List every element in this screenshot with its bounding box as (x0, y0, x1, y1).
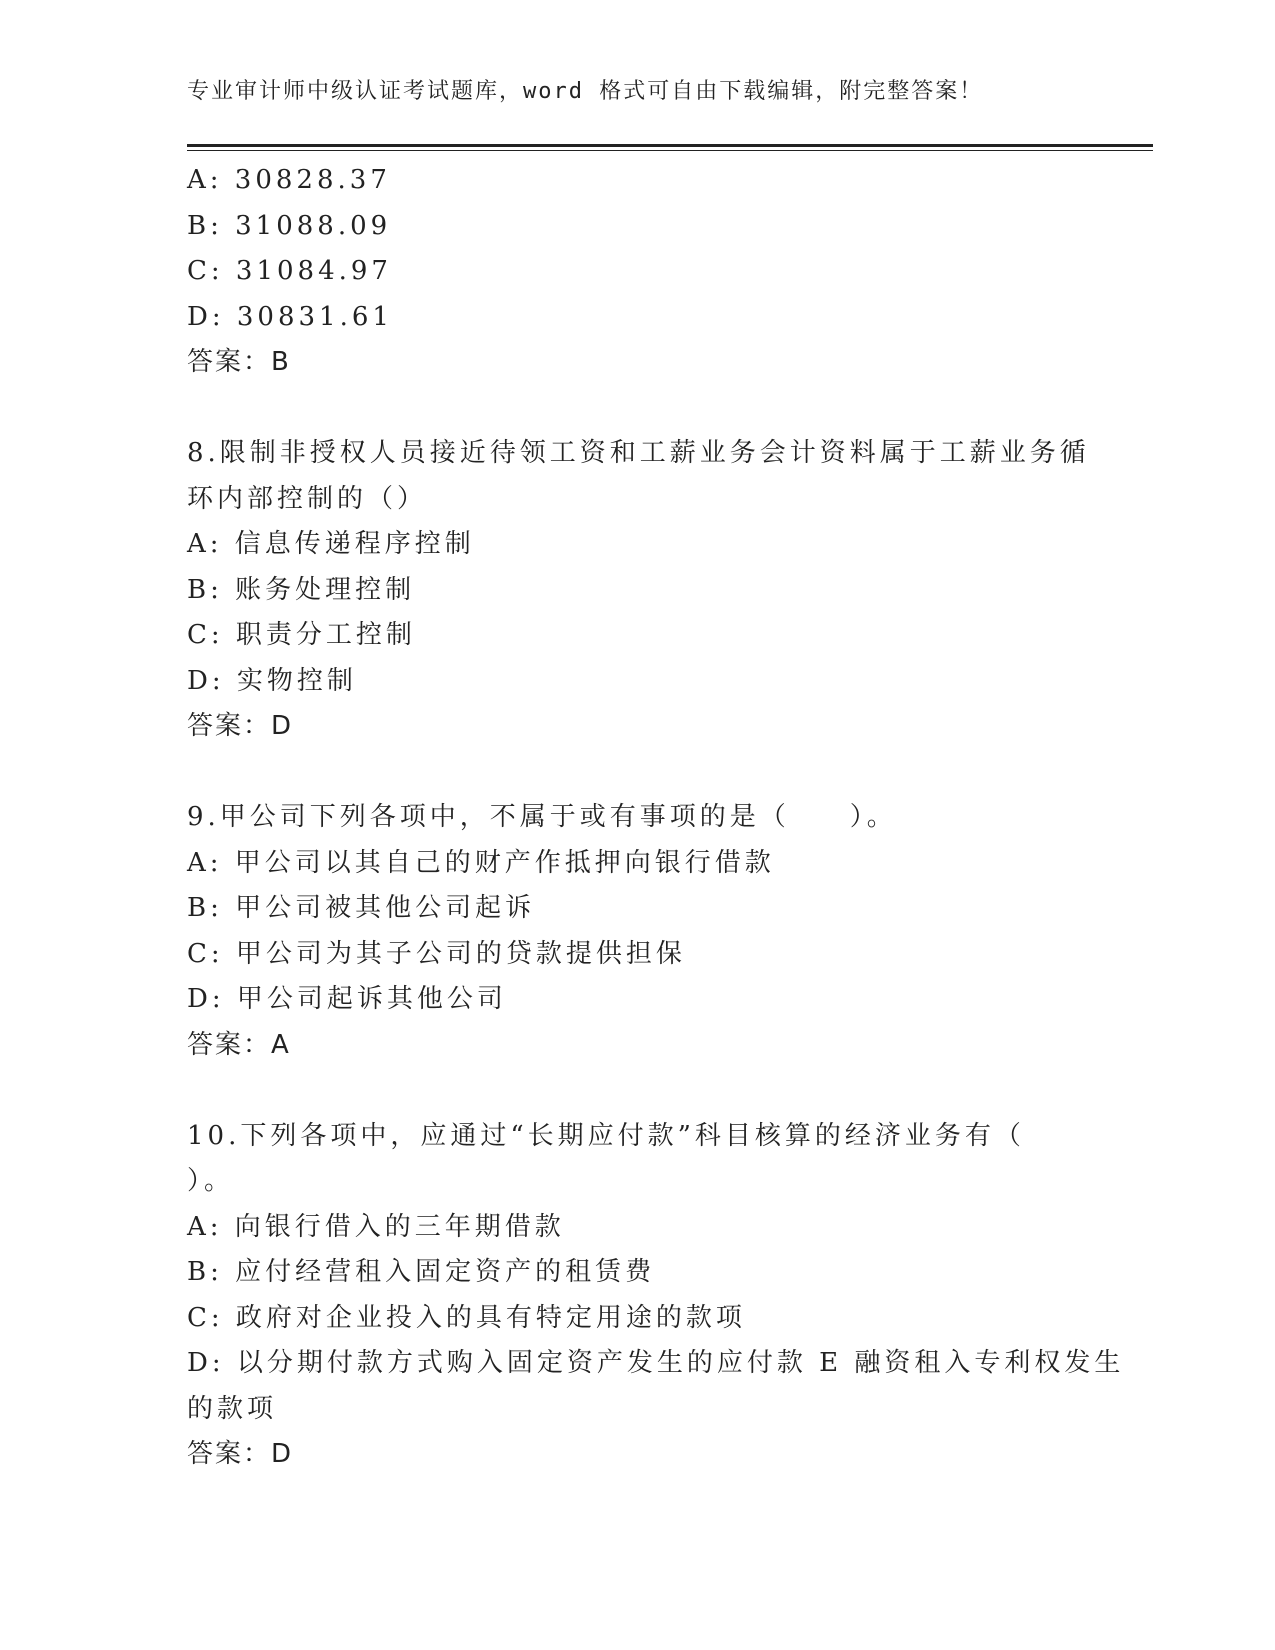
header-rule-thick (187, 144, 1153, 147)
q9-option-d: D: 甲公司起诉其他公司 (187, 984, 507, 1014)
spacer (187, 1068, 1087, 1114)
q8-answer: 答案：D (187, 711, 294, 741)
q8-option-a: A: 信息传递程序控制 (187, 529, 475, 559)
q7-option-c: C: 31084.97 (187, 256, 392, 286)
spacer (187, 750, 1087, 796)
q8-option-c: C: 职责分工控制 (187, 620, 416, 650)
q10-stem-line-1: 10.下列各项中，应通过“长期应付款”科目核算的经济业务有（ (187, 1120, 1025, 1151)
q8-stem-line-2: 环内部控制的（） (187, 483, 428, 514)
q7-option-d: D: 30831.61 (187, 301, 393, 332)
q10-option-c: C: 政府对企业投入的具有特定用途的款项 (187, 1302, 746, 1333)
q10-stem-line-2: ）。 (187, 1166, 235, 1196)
q10-option-a: A: 向银行借入的三年期借款 (187, 1211, 565, 1242)
q8-option-d: D: 实物控制 (187, 665, 357, 696)
q10-option-d-continued: 的款项 (187, 1393, 278, 1424)
header-rule-thin (187, 150, 1153, 151)
q10-option-b: B: 应付经营租入固定资产的租赁费 (187, 1257, 656, 1287)
q8-stem-line-1: 8.限制非授权人员接近待领工资和工薪业务会计资料属于工薪业务循 (187, 438, 1090, 468)
q9-option-c: C: 甲公司为其子公司的贷款提供担保 (187, 938, 686, 969)
q9-option-a: A: 甲公司以其自己的财产作抵押向银行借款 (187, 847, 775, 878)
q9-stem: 9.甲公司下列各项中，不属于或有事项的是（ ）。 (187, 802, 897, 832)
q8-option-b: B: 账务处理控制 (187, 574, 416, 605)
q7-option-a: A: 30828.37 (187, 165, 391, 195)
q7-answer: 答案：B (187, 347, 291, 377)
q10-answer: 答案：D (187, 1439, 294, 1469)
q9-answer: 答案：A (187, 1029, 291, 1060)
question-content (187, 158, 1125, 1478)
q9-option-b: B: 甲公司被其他公司起诉 (187, 893, 536, 923)
spacer (187, 386, 1087, 432)
q10-option-d: D: 以分期付款方式购入固定资产发生的应付款 E 融资租入专利权发生 (187, 1348, 1125, 1378)
q7-option-b: B: 31088.09 (187, 210, 392, 241)
page-header: 专业审计师中级认证考试题库，word 格式可自由下载编辑，附完整答案！ (187, 79, 984, 104)
